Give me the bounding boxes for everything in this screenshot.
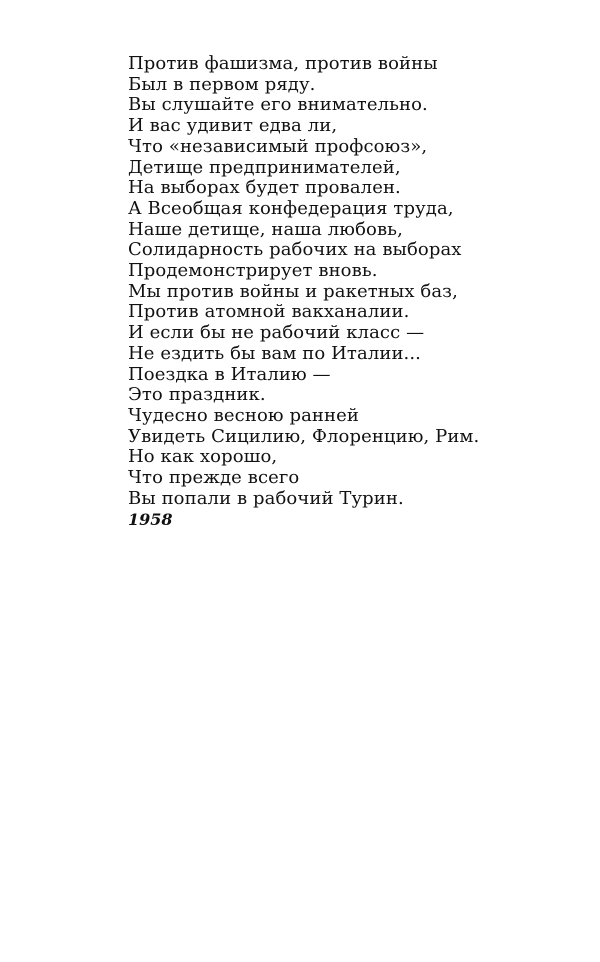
poem-line: Поездка в Италию —: [128, 363, 331, 385]
poem-line: Против атомной вакханалии.: [128, 301, 410, 323]
poem-line: Вы попали в рабочий Турин.: [128, 487, 404, 509]
poem-line: Это праздник.: [128, 384, 266, 406]
poem-line: Наше детище, наша любовь,: [128, 218, 403, 240]
poem-line: Но как хорошо,: [128, 446, 278, 468]
poem-line: Чудесно весною ранней: [128, 404, 359, 426]
poem-line: Увидеть Сицилию, Флоренцию, Рим.: [128, 425, 480, 447]
poem-line: А Всеобщая конфедерация труда,: [128, 197, 454, 219]
poem-line: Что «независимый профсоюз»,: [128, 135, 428, 157]
poem-line: И вас удивит едва ли,: [128, 115, 338, 137]
poem-line: Не ездить бы вам по Италии...: [128, 342, 422, 364]
poem-line: И если бы не рабочий класс —: [128, 322, 425, 344]
poem-line: Продемонстрирует вновь.: [128, 260, 378, 282]
poem-text: [128, 54, 479, 509]
poem-line: Детище предпринимателей,: [128, 156, 401, 178]
poem-line: Вы слушайте его внимательно.: [128, 94, 428, 116]
poem-line: Солидарность рабочих на выборах: [128, 239, 462, 261]
poem-line: Что прежде всего: [128, 467, 300, 489]
poem-line: Мы против войны и ракетных баз,: [128, 280, 458, 302]
poem-line: Против фашизма, против войны: [128, 53, 438, 74]
poem-line: Был в первом ряду.: [128, 73, 316, 95]
poem-date: 1958: [128, 510, 173, 529]
poem-line: На выборах будет провален.: [128, 177, 401, 199]
